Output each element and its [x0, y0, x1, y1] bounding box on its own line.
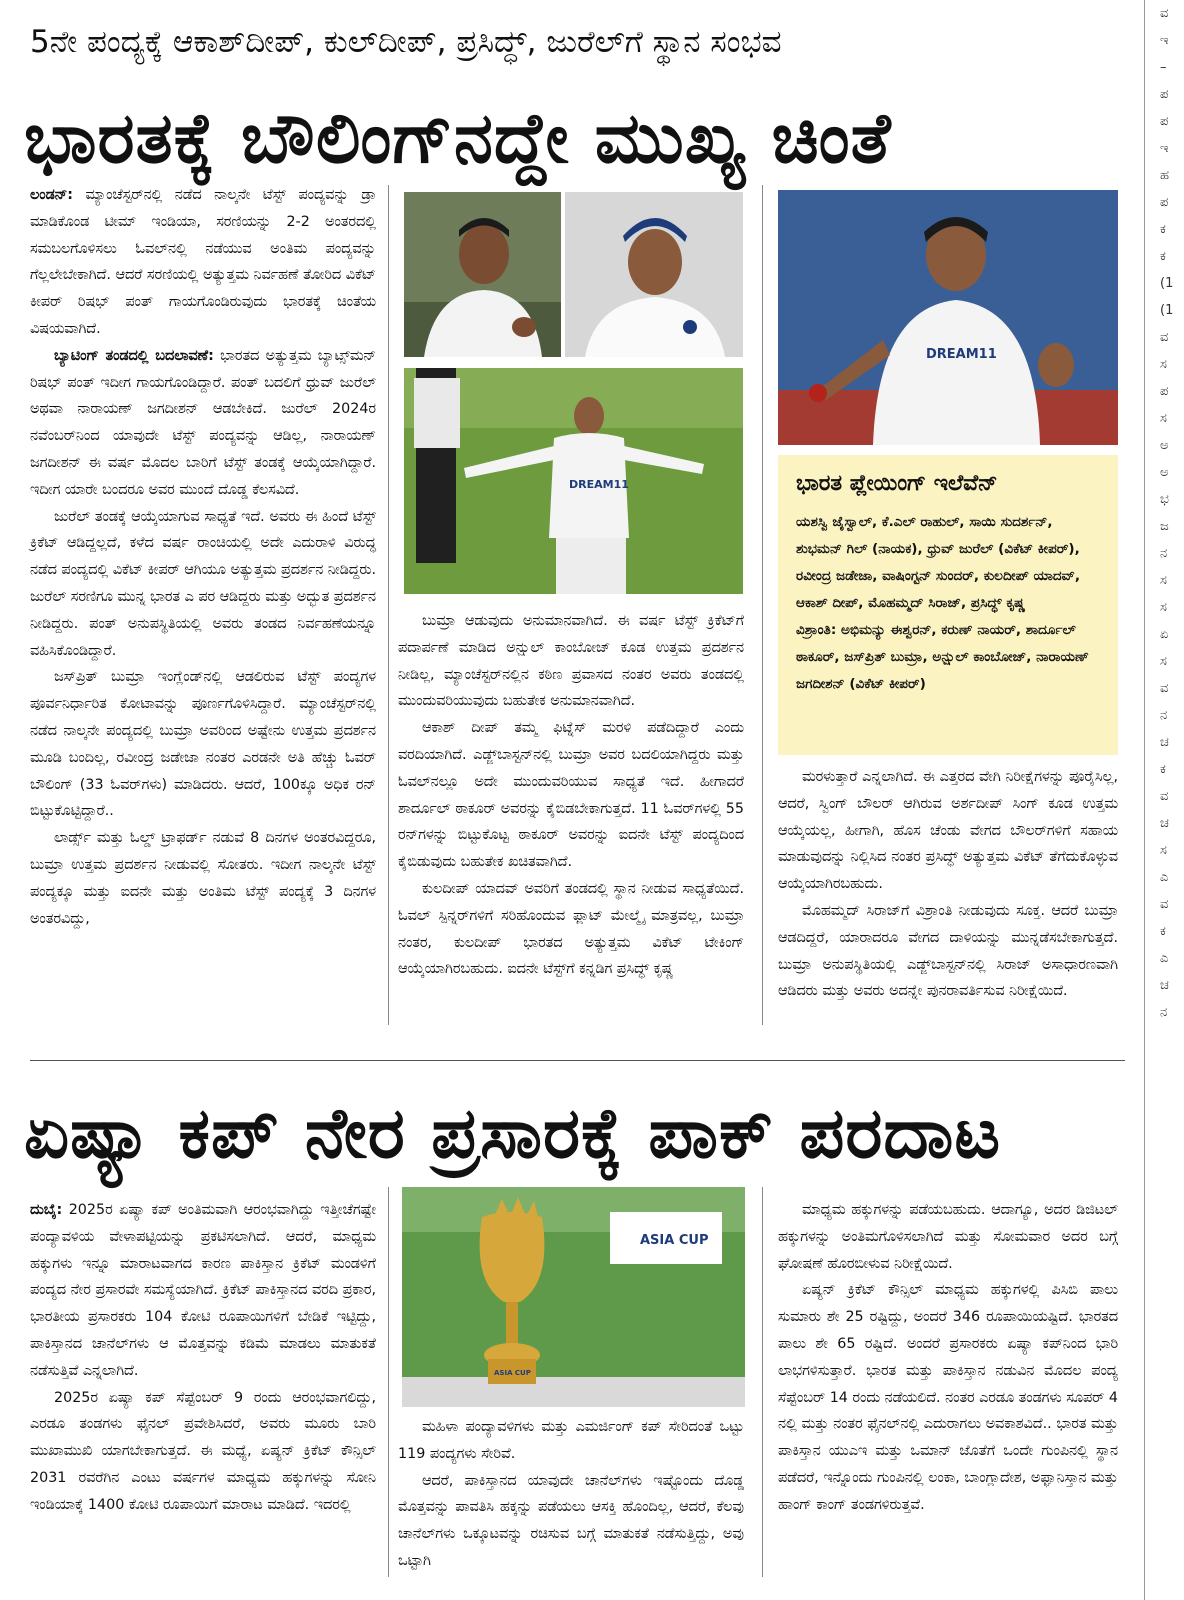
story1-column-1 [30, 182, 376, 932]
paragraph-text: ಆದರೆ, ಪಾಕಿಸ್ತಾನದ ಯಾವುದೇ ಚಾನೆಲ್‌ಗಳು ಇಷ್ಟೊಂದು ದೊಡ್ಡ ಮೊತ್ತವನ್ನು ಪಾವತಿಸಿ ಹಕ್ಕನ್ನು ಪಡೆಯಲು ಆಸಕ್ತಿ ಹೊಂದಿಲ್ಲ, ಆದರೆ, ಕೆಲವು ಚಾನೆಲ್‌ಗಳು ಒಕ್ಕೂಟವನ್ನು ರಚಿಸುವ ಬಗ್ಗೆ ಮಾತುಕತೆ ನಡೆಸುತ್ತಿದ್ದು, ಅವು ಒಟ್ಟಾಗಿ [398, 1472, 744, 1569]
paragraph-text: ಬುಮ್ರಾ ಆಡುವುದು ಅನುಮಾನವಾಗಿದೆ. ಈ ವರ್ಷ ಟೆಸ್ಟ್ ಕ್ರಿಕೆಟ್‌ಗೆ ಪದಾರ್ಪಣೆ ಮಾಡಿದ ಅನ್ಷುಲ್ ಕಾಂಬೋಜ್ ಕೂಡ ಉತ್ತಮ ಪ್ರದರ್ಶನ ನೀಡಿಲ್ಲ, ಮ್ಯಾಂಚೆಸ್ಟರ್‌ನಲ್ಲಿನ ಕಠಿಣ ಪ್ರವಾಸದ ನಂತರ ಅವರು ತಂಡದಲ್ಲಿ ಮುಂದುವರಿಯುವುದು ಬಹುತೇಕ ಅನುಮಾನವಾಗಿದೆ. [398, 613, 744, 710]
dateline: ದುಬೈ: [30, 1202, 63, 1218]
story2-column-3 [778, 1197, 1118, 1519]
article-paragraph [398, 715, 744, 876]
page-edge-divider [1144, 0, 1145, 1600]
article-paragraph [778, 1197, 1118, 1277]
paragraph-text: ಭಾರತದ ಅತ್ಯುತ್ತಮ ಬ್ಯಾಟ್ಸ್‌ಮನ್ ರಿಷಭ್ ಪಂತ್ ಇದೀಗ ಗಾಯಗೊಂಡಿದ್ದಾರೆ. ಪಂತ್ ಬದಲಿಗೆ ಧ್ರುವ್ ಜುರೆಲ್ ಅಥವಾ ನಾರಾಯಣ್ ಜಗದೀಶನ್ ಆಡಬೇಕಿದೆ. ಜುರೆಲ್ 2024ರ ನವೆಂಬರ್‌ನಿಂದ ಯಾವುದೇ ಟೆಸ್ಟ್ ಪಂದ್ಯವನ್ನು ಆಡಿಲ್ಲ, ನಾರಾಯಣ್ ಜಗದೀಶನ್ ಈ ವರ್ಷ ಮೊದಲ ಬಾರಿಗೆ ಟೆಸ್ಟ್ ತಂಡಕ್ಕೆ ಆಯ್ಕೆಯಾಗಿದ್ದಾರೆ. ಇದೀಗ ಯಾರೇ ಬಂದರೂ ಅವರ ಮುಂದೆ ದೊಡ್ಡ ಕೆಲಸವಿದೆ. [30, 347, 376, 498]
dateline: ಬ್ಯಾಟಿಂಗ್ ತಂಡದಲ್ಲಿ ಬದಲಾವಣೆ: [54, 347, 214, 364]
paragraph-text: ಮೊಹಮ್ಮದ್ ಸಿರಾಜ್‌ಗೆ ವಿಶ್ರಾಂತಿ ನೀಡುವುದು ಸೂಕ್ತ. ಆದರೆ ಬುಮ್ರಾ ಆಡದಿದ್ದರೆ, ಯಾರಾದರೂ ವೇಗದ ದಾಳಿಯನ್ನು ಮುನ್ನಡೆಸಬೇಕಾಗುತ್ತದೆ. ಬುಮ್ರಾ ಅನುಪಸ್ಥಿತಿಯಲ್ಲಿ ಎಡ್ಜ್‌ಬಾಸ್ಟನ್‌ನಲ್ಲಿ ಸಿರಾಜ್ ಅಸಾಧಾರಣವಾಗಿ ಆಡಿದರು ಮತ್ತು ಅವರು ಅದನ್ನೇ ಪುನರಾವರ್ತಿಸುವ ನಿರೀಕ್ಷೆಯಿದೆ. [778, 902, 1118, 1000]
paragraph-text: ಮಹಿಳಾ ಪಂದ್ಯಾವಳಿಗಳು ಮತ್ತು ಎಮರ್ಜಿಂಗ್ ಕಪ್ ಸೇರಿದಂತೆ ಒಟ್ಟು 119 ಪಂದ್ಯಗಳು ಸೇರಿವೆ. [398, 1419, 744, 1462]
photo-player-cap-right [565, 192, 743, 357]
column-divider [762, 185, 763, 1025]
paragraph-text: 2025ರ ಏಷ್ಯಾ ಕಪ್ ಅಂತಿಮವಾಗಿ ಆರಂಭವಾಗಿದ್ದು ಇತ್ತೀಚೆಗಷ್ಟೇ ಪಂದ್ಯಾವಳಿಯ ವೇಳಾಪಟ್ಟಿಯನ್ನು ಪ್ರಕಟಿಸಲಾಗಿದೆ. ಆದರೆ, ಮಾಧ್ಯಮ ಹಕ್ಕುಗಳು ಇನ್ನೂ ಮಾರಾಟವಾಗದ ಕಾರಣ ಪಾಕಿಸ್ತಾನ ಕ್ರಿಕೆಟ್ ಮಂಡಳಿಗೆ ಪಂದ್ಯದ ನೇರ ಪ್ರಸಾರವೇ ಸಮಸ್ಯೆಯಾಗಿದೆ. ಕ್ರಿಕೆಟ್ ಪಾಕಿಸ್ತಾನದ ವರದಿ ಪ್ರಕಾರ, ಭಾರತೀಯ ಪ್ರಸಾರಕರು 104 ಕೋಟಿ ರೂಪಾಯಿಗಳಿಗೆ ಬೇಡಿಕೆ ಇಟ್ಟಿದ್ದು, ಪಾಕಿಸ್ತಾನದ ಚಾನೆಲ್‌ಗಳು ಆ ಮೊತ್ತವನ್ನು ಕಡಿಮೆ ಮಾಡಲು ಮಾತುಕತೆ ನಡೆಸುತ್ತಿವೆ ಎನ್ನಲಾಗಿದೆ. [30, 1202, 376, 1379]
jersey-sponsor-text-2: DREAM11 [926, 347, 997, 362]
article-paragraph [30, 343, 376, 504]
playing-eleven-list: ಯಶಸ್ವಿ ಜೈಸ್ವಾಲ್, ಕೆ.ಎಲ್ ರಾಹುಲ್, ಸಾಯಿ ಸುದರ್ಶನ್, ಶುಭಮನ್ ಗಿಲ್ (ನಾಯಕ), ಧ್ರುವ್ ಜುರೆಲ್ (ವಿಕೆಟ್ ಕೀಪರ್), ರವೀಂದ್ರ ಜಡೇಜಾ, ವಾಷಿಂಗ್ಟನ್ ಸುಂದರ್, ಕುಲದೀಪ್ ಯಾದವ್, ಆಕಾಶ್ ದೀಪ್, ಮೊಹಮ್ಮದ್ ಸಿರಾಜ್, ಪ್ರಸಿದ್ಧ್ ಕೃಷ್ಣ [796, 514, 1080, 611]
section-divider [30, 1060, 1125, 1061]
playing-eleven-title: ಭಾರತ ಪ್ಲೇಯಿಂಗ್ ಇಲೆವೆನ್ [796, 471, 998, 496]
paragraph-text: ಮರಳುತ್ತಾರೆ ಎನ್ನಲಾಗಿದೆ. ಈ ಎತ್ತರದ ವೇಗಿ ನಿರೀಕ್ಷೆಗಳನ್ನು ಪೂರೈಸಿಲ್ಲ, ಆದರೆ, ಸ್ವಿಂಗ್ ಬೌಲರ್ ಆಗಿರುವ ಅರ್ಶದೀಪ್ ಸಿಂಗ್ ಕೂಡ ಉತ್ತಮ ಆಯ್ಕೆಯಲ್ಲ, ಹೀಗಾಗಿ, ಹೊಸ ಚೆಂಡು ವೇಗದ ಬೌಲರ್‌ಗಳಿಗೆ ಸಹಾಯ ಮಾಡುವುದನ್ನು ನಿಲ್ಲಿಸಿದ ನಂತರ ಪ್ರಸಿದ್ಧ್ ಅತ್ಯುತ್ತಮ ವಿಕೆಟ್ ತೆಗೆದುಕೊಳ್ಳುವ ಆಯ್ಕೆಯಾಗಿರಬಹುದು. [778, 769, 1118, 893]
paragraph-text: ಏಷ್ಯನ್ ಕ್ರಿಕೆಟ್ ಕೌನ್ಸಿಲ್ ಮಾಧ್ಯಮ ಹಕ್ಕುಗಳಲ್ಲಿ ಪಿಸಿಬಿ ಪಾಲು ಸುಮಾರು ಶೇ 25 ರಷ್ಟಿದ್ದು, ಅಂದರೆ 346 ರೂಪಾಯಿಯಷ್ಟಿದೆ. ಭಾರತದ ಪಾಲು ಶೇ 65 ರಷ್ಟಿದೆ. ಅಂದರೆ ಪ್ರಸಾರಕರು ಏಷ್ಯಾ ಕಪ್‌ನಿಂದ ಭಾರಿ ಲಾಭಗಳಿಸುತ್ತಾರೆ. ಭಾರತ ಮತ್ತು ಪಾಕಿಸ್ತಾನ ನಡುವಿನ ಮೊದಲ ಪಂದ್ಯ ಸೆಪ್ಟೆಂಬರ್ 14 ರಂದು ನಡೆಯಲಿದೆ. ನಂತರ ಎರಡೂ ತಂಡಗಳು ಸೂಪರ್ 4 ನಲ್ಲಿ ಮತ್ತು ನಂತರ ಫೈನಲ್‌ನಲ್ಲಿ ಎದುರಾಗಲು ಅವಕಾಶವಿದೆ.. ಭಾರತ ಮತ್ತು ಪಾಕಿಸ್ತಾನ ಯುಎಇ ಮತ್ತು ಒಮಾನ್ ಜೊತೆಗೆ ಒಂದೇ ಗುಂಪಿನಲ್ಲಿ ಸ್ಥಾನ ಪಡೆದರೆ, ಇನ್ನೊಂದು ಗುಂಪಿನಲ್ಲಿ ಲಂಕಾ, ಬಾಂಗ್ಲಾದೇಶ, ಅಫ್ಘಾನಿಸ್ತಾನ ಮತ್ತು ಹಾಂಗ್ ಕಾಂಗ್ ತಂಡಗಳಿರುತ್ತವೆ. [778, 1282, 1118, 1513]
story1-kicker: 5ನೇ ಪಂದ್ಯಕ್ಕೆ ಆಕಾಶ್‌ದೀಪ್, ಕುಲ್‌ದೀಪ್, ಪ್ರಸಿದ್ಧ್, ಜುರೆಲ್‌ಗೆ ಸ್ಥಾನ ಸಂಭವ [30, 24, 782, 60]
story2-column-1 [30, 1197, 376, 1519]
article-paragraph [30, 1385, 376, 1519]
photo-player-cap-left [404, 192, 561, 357]
photo-asia-cup-trophy [402, 1187, 745, 1407]
jersey-sponsor-text: DREAM11 [569, 478, 629, 491]
dateline: ಲಂಡನ್: [30, 187, 74, 203]
story2-column-2 [398, 1414, 744, 1575]
paragraph-text: ಆಕಾಶ್ ದೀಪ್ ತಮ್ಮ ಫಿಟ್ನೆಸ್ ಮರಳಿ ಪಡೆದಿದ್ದಾರೆ ಎಂದು ವರದಿಯಾಗಿದೆ. ಎಡ್ಜ್‌ಬಾಸ್ಟನ್‌ನಲ್ಲಿ ಬುಮ್ರಾ ಅವರ ಬದಲಿಯಾಗಿದ್ದರು ಮತ್ತು ಓವಲ್‌ನಲ್ಲೂ ಅದೇ ಮುಂದುವರಿಯುವ ಸಾಧ್ಯತೆ ಇದೆ. ಹೀಗಾದರೆ ಶಾರ್ದೂಲ್ ಠಾಕೂರ್ ಅವರನ್ನು ಕೈಬಿಡಬೇಕಾಗುತ್ತದೆ. 11 ಓವರ್‌ಗಳಲ್ಲಿ 55 ರನ್‌ಗಳನ್ನು ಬಿಟ್ಟುಕೊಟ್ಟ ಠಾಕೂರ್ ಅವರನ್ನು ಐದನೇ ಟೆಸ್ಟ್ ಪಂದ್ಯದಿಂದ ಕೈಬಿಡುವುದು ಬಹುತೇಕ ಖಚಿತವಾಗಿದೆ. [398, 720, 744, 871]
asia-cup-logo-text: ASIA CUP [640, 1233, 709, 1248]
story2-headline: ಏಷ್ಯಾ ಕಪ್ ನೇರ ಪ್ರಸಾರಕ್ಕೆ ಪಾಕ್ ಪರದಾಟ [24, 1092, 1002, 1174]
article-paragraph [778, 1277, 1118, 1518]
article-paragraph [30, 825, 376, 932]
story1-headline: ಭಾರತಕ್ಕೆ ಬೌಲಿಂಗ್‌ನದ್ದೇ ಮುಖ್ಯ ಚಿಂತೆ [24, 97, 892, 179]
article-paragraph [398, 608, 744, 715]
rested-players-list: ವಿಶ್ರಾಂತಿ: ಅಭಿಮನ್ಯು ಈಶ್ವರನ್, ಕರುಣ್ ನಾಯರ್, ಶಾರ್ದೂಲ್ ಠಾಕೂರ್, ಜಸ್‌ಪ್ರಿತ್ ಬುಮ್ರಾ, ಅನ್ಷುಲ್ ಕಾಂಬೋಜ್, ನಾರಾಯಣ್ ಜಗದೀಶನ್ (ವಿಕೆಟ್ ಕೀಪರ್) [796, 622, 1089, 692]
adjacent-page-edge: ವ ಇ – ಪ ಪ ಇ ಹ ಪ ಕ ಕ (1 (1 ವ ಸ ಪ ಸ ಅ ಅ ಭ ಜ ನ ಸ ಸ ಏ ಸ ವ ನ ಚ ಕ ವ ಚ ಸ ಎ ವ ಕ ಎ ಚ ನ [1160, 6, 1174, 1020]
column-divider [388, 1187, 389, 1577]
article-paragraph [398, 1468, 744, 1575]
paragraph-text: ಜಸ್‌ಪ್ರಿತ್ ಬುಮ್ರಾ ಇಂಗ್ಲೆಂಡ್‌ನಲ್ಲಿ ಆಡಲಿರುವ ಟೆಸ್ಟ್ ಪಂದ್ಯಗಳ ಪೂರ್ವನಿರ್ಧಾರಿತ ಕೋಟಾವನ್ನು ಪೂರ್ಣಗೊಳಿಸಿದ್ದಾರೆ. ಮ್ಯಾಂಚೆಸ್ಟರ್‌ನಲ್ಲಿ ನಡೆದ ನಾಲ್ಕನೇ ಪಂದ್ಯದಲ್ಲಿ ಬುಮ್ರಾ ಅವರಿಂದ ಅಷ್ಟೇನು ಉತ್ತಮ ಪ್ರದರ್ಶನ ಮೂಡಿ ಬಂದಿಲ್ಲ, ರವೀಂದ್ರ ಜಡೇಜಾ ನಂತರ ಎರಡನೇ ಅತಿ ಹೆಚ್ಚು ಓವರ್ ಬೌಲಿಂಗ್ (33 ಓವರ್‌ಗಳು) ಮಾಡಿದರು. ಆದರೆ, 100ಕ್ಕೂ ಅಧಿಕ ರನ್ ಬಿಟ್ಟುಕೊಟ್ಟಿದ್ದಾರೆ.. [30, 669, 376, 820]
article-paragraph [30, 1197, 376, 1385]
trophy-plate-text: ASIA CUP [494, 1369, 531, 1377]
paragraph-text: ಮ್ಯಾಂಚೆಸ್ಟರ್‌ನಲ್ಲಿ ನಡೆದ ನಾಲ್ಕನೇ ಟೆಸ್ಟ್ ಪಂದ್ಯವನ್ನು ಡ್ರಾ ಮಾಡಿಕೊಂಡ ಟೀಮ್ ಇಂಡಿಯಾ, ಸರಣಿಯನ್ನು 2-2 ಅಂತರದಲ್ಲಿ ಸಮಬಲಗೊಳಿಸಲು ಓವಲ್‌ನಲ್ಲಿ ನಡೆಯುವ ಅಂತಿಮ ಪಂದ್ಯವನ್ನು ಗೆಲ್ಲಲೇಬೇಕಾಗಿದೆ. ಆದರೆ ಸರಣಿಯಲ್ಲಿ ಅತ್ಯುತ್ತಮ ನಿರ್ವಹಣೆ ತೋರಿದ ವಿಕೆಟ್ ಕೀಪರ್ ರಿಷಭ್ ಪಂತ್ ಗಾಯಗೊಂಡಿರುವುದು ಭಾರತಕ್ಕೆ ಚಿಂತೆಯ ವಿಷಯವಾಗಿದೆ. [30, 187, 376, 337]
article-paragraph [30, 182, 376, 343]
photo-player-celebrating [404, 368, 743, 594]
article-paragraph [398, 1414, 744, 1468]
article-paragraph [398, 876, 744, 983]
story1-column-3 [778, 764, 1118, 1005]
column-divider [388, 185, 389, 1025]
article-paragraph [778, 764, 1118, 898]
article-paragraph [778, 898, 1118, 1005]
story1-column-2 [398, 608, 744, 983]
column-divider [762, 1187, 763, 1577]
paragraph-text: ಲಾರ್ಡ್ಸ್ ಮತ್ತು ಓಲ್ಡ್ ಟ್ರಾಫರ್ಡ್ ನಡುವೆ 8 ದಿನಗಳ ಅಂತರವಿದ್ದರೂ, ಬುಮ್ರಾ ಉತ್ತಮ ಪ್ರದರ್ಶನ ನೀಡುವಲ್ಲಿ ಸೋತರು. ಇದೀಗ ನಾಲ್ಕನೇ ಟೆಸ್ಟ್ ಪಂದ್ಯಕ್ಕೂ ಮತ್ತು ಐದನೇ ಮತ್ತು ಅಂತಿಮ ಟೆಸ್ಟ್ ಪಂದ್ಯಕ್ಕೆ 3 ದಿನಗಳ ಅಂತರವಿದ್ದು, [30, 830, 376, 927]
article-paragraph [30, 664, 376, 825]
paragraph-text: ಮಾಧ್ಯಮ ಹಕ್ಕುಗಳನ್ನು ಪಡೆಯಬಹುದು. ಆದಾಗ್ಯೂ, ಅದರ ಡಿಜಿಟಲ್ ಹಕ್ಕುಗಳನ್ನು ಅಂತಿಮಗೊಳಿಸಲಾಗಿದೆ ಮತ್ತು ಸೋಮವಾರ ಅದರ ಬಗ್ಗೆ ಘೋಷಣೆ ಹೊರಬೀಳುವ ನಿರೀಕ್ಷೆಯಿದೆ. [778, 1202, 1118, 1272]
paragraph-text: ಕುಲದೀಪ್ ಯಾದವ್ ಅವರಿಗೆ ತಂಡದಲ್ಲಿ ಸ್ಥಾನ ನೀಡುವ ಸಾಧ್ಯತೆಯಿದೆ. ಓವಲ್ ಸ್ಪಿನ್ನರ್‌ಗಳಿಗೆ ಸರಿಹೊಂದುವ ಫ್ಲಾಟ್ ಮೇಲ್ಮೈ ಮಾತ್ರವಲ್ಲ, ಬುಮ್ರಾ ನಂತರ, ಕುಲದೀಪ್ ಭಾರತದ ಅತ್ಯುತ್ತಮ ವಿಕೆಟ್ ಟೇಕಿಂಗ್ ಆಯ್ಕೆಯಾಗಿರಬಹುದು. ಐದನೇ ಟೆಸ್ಟ್‌ಗೆ ಕನ್ನಡಿಗ ಪ್ರಸಿದ್ಧ್ ಕೃಷ್ಣ [398, 880, 744, 978]
paragraph-text: ಜುರೆಲ್ ತಂಡಕ್ಕೆ ಆಯ್ಕೆಯಾಗುವ ಸಾಧ್ಯತೆ ಇದೆ. ಅವರು ಈ ಹಿಂದೆ ಟೆಸ್ಟ್ ಕ್ರಿಕೆಟ್ ಆಡಿದ್ದಲ್ಲದೆ, ಕಳೆದ ವರ್ಷ ರಾಂಚಿಯಲ್ಲಿ ಅದೇ ಎದುರಾಳಿ ವಿರುದ್ಧ ನಡೆದ ಪಂದ್ಯದಲ್ಲಿ ವಿಕೆಟ್ ಕೀಪರ್ ಆಗಿಯೂ ಅತ್ಯುತ್ತಮ ಪ್ರದರ್ಶನ ನೀಡಿದ್ದರು. ಜುರೆಲ್ ಸರಣಿಗೂ ಮುನ್ನ ಭಾರತ ಎ ಪರ ಆಡಿದ್ದರು ಮತ್ತು ಅದ್ಭುತ ಪ್ರದರ್ಶನ ನೀಡಿದ್ದರು. ಪಂತ್ ಅನುಪಸ್ಥಿತಿಯಲ್ಲಿ ಅವರು ತಂಡದ ನಿರ್ವಹಣೆಯನ್ನೂ ವಹಿಸಿಕೊಂಡಿದ್ದಾರೆ. [30, 508, 376, 659]
article-paragraph [30, 504, 376, 665]
paragraph-text: 2025ರ ಏಷ್ಯಾ ಕಪ್ ಸೆಪ್ಟೆಂಬರ್ 9 ರಂದು ಆರಂಭವಾಗಲಿದ್ದು, ಎರಡೂ ತಂಡಗಳು ಫೈನಲ್ ಪ್ರವೇಶಿಸಿದರೆ, ಅವರು ಮೂರು ಬಾರಿ ಮುಖಾಮುಖಿ ಯಾಗಬೇಕಾಗುತ್ತದೆ. ಈ ಮಧ್ಯೆ, ಏಷ್ಯನ್ ಕ್ರಿಕೆಟ್ ಕೌನ್ಸಿಲ್ 2031 ರವರೆಗಿನ ಎಂಟು ವರ್ಷಗಳ ಮಾಧ್ಯಮ ಹಕ್ಕುಗಳನ್ನು ಸೋನಿ ಇಂಡಿಯಾಕ್ಕೆ 1400 ಕೋಟಿ ರೂಪಾಯಿಗೆ ಮಾರಾಟ ಮಾಡಿದೆ. ಇದರಲ್ಲಿ [30, 1389, 376, 1513]
playing-eleven-box [778, 455, 1118, 755]
photo-bowler-ball [778, 190, 1118, 445]
